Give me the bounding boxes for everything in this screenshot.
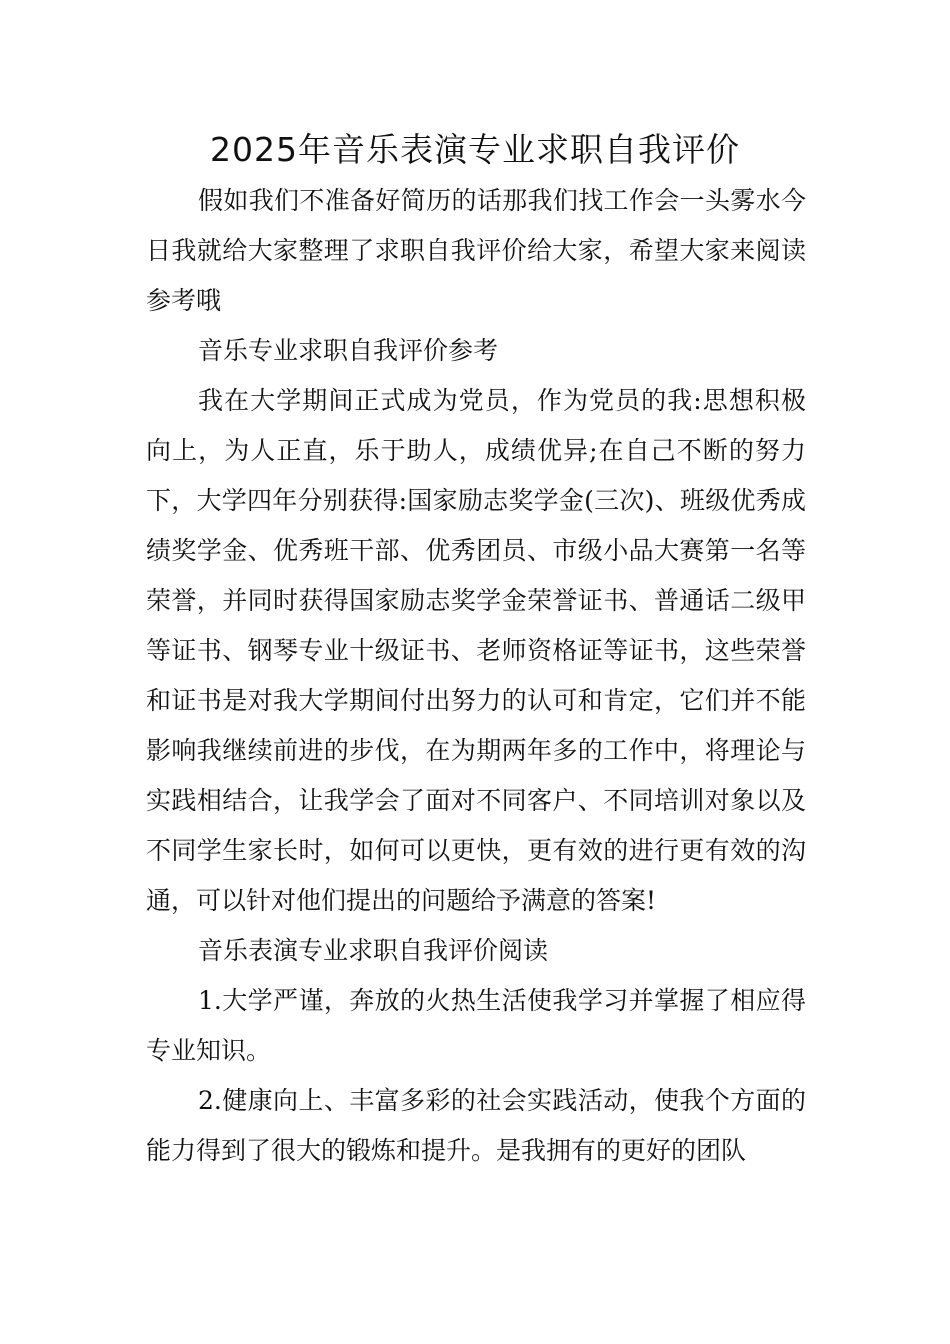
paragraph-party-member: 我在大学期间正式成为党员，作为党员的我:思想积极向上，为人正直，乐于助人，成绩优异;在自己不断的努力下，大学四年分别获得:国家励志奖学金(三次)、班级优秀成绩奖学金、优秀班干部、优秀团员、市级小品大赛第一名等荣誉，并同时获得国家励志奖学金荣誉证书、普通话二级甲等证书、钢琴专业十级证书、老师资格证等证书，这些荣誉和证书是对我大学期间付出努力的认可和肯定，它们并不能影响我继续前进的步伐，在为期两年多的工作中，将理论与实践相结合，让我学会了面对不同客户、不同培训对象以及不同学生家长时，如何可以更快，更有效的进行更有效的沟通，可以针对他们提出的问题给予满意的答案! [146,386,806,915]
document-title: 2025年音乐表演专业求职自我评价 [210,130,740,169]
document-body [146,176,806,1176]
section-heading-reading: 音乐表演专业求职自我评价阅读 [198,936,549,965]
paragraph-intro: 假如我们不准备好简历的话那我们找工作会一头雾水今日我就给大家整理了求职自我评价给大家，希望大家来阅读参考哦 [146,186,806,315]
paragraph-point-2: 2.健康向上、丰富多彩的社会实践活动，使我个方面的能力得到了很大的锻炼和提升。是我拥有的更好的团队 [146,1086,806,1165]
paragraph-point-1: 1.大学严谨，奔放的火热生活使我学习并掌握了相应得专业知识。 [146,986,806,1065]
section-heading-reference: 音乐专业求职自我评价参考 [198,336,499,365]
